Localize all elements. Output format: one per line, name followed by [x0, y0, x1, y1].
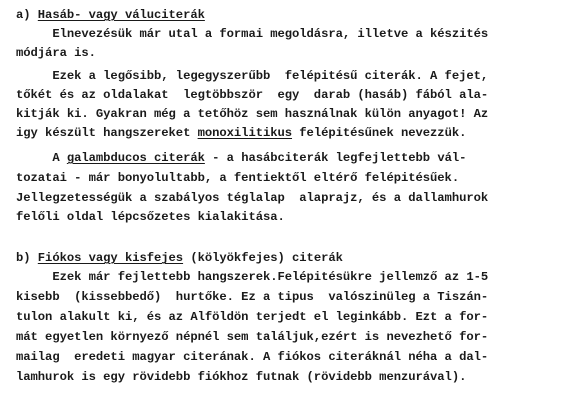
paragraph-line: tulon alakult ki, és az Alföldön terjedt el leginkább. Ezt a for- — [16, 310, 489, 324]
underlined-term: monoxilitikus — [197, 126, 293, 140]
text-run: igy készült hangszereket — [16, 126, 198, 140]
paragraph-line — [16, 149, 466, 167]
section-a-marker: a) — [16, 8, 38, 22]
paragraph-line — [16, 124, 466, 142]
paragraph-line: mát egyetlen környező népnél sem találjuk,ezért is nevezhető for- — [16, 330, 489, 344]
text-run: - a hasábciterák legfejlettebb vál- — [204, 151, 467, 165]
section-b-marker: b) — [16, 251, 38, 265]
paragraph-line: kisebb (kissebbedő) hurtőke. Ez a tipus valószinüleg a Tiszán- — [16, 290, 489, 304]
underlined-term: galambducos citerák — [66, 151, 205, 165]
paragraph-line: kitják ki. Gyakran még a tetőhöz sem használnak külön anyagot! Az — [16, 107, 489, 121]
paragraph-line: Elnevezésük már utal a formai megoldásra, illetve a készités — [16, 27, 489, 41]
paragraph-line: felőli oldal lépcsőzetes kialakitása. — [16, 210, 285, 224]
section-a-heading-line — [16, 6, 205, 24]
paragraph-line: tozatai - már bonyolultabb, a fentiektől eltérő felépitésűek. — [16, 171, 460, 185]
section-a-heading: Hasáb- vagy váluciterák — [37, 8, 205, 22]
paragraph-line: lamhurok is egy rövidebb fiókhoz futnak (rövidebb menzurával). — [16, 370, 467, 384]
section-b-heading-line — [16, 249, 343, 267]
paragraph-line: Ezek a legősibb, legegyszerűbb felépitésű citerák. A fejet, — [16, 69, 489, 83]
section-b-heading-rest: (kölyökfejes) citerák — [183, 251, 343, 265]
paragraph-line: mailag eredeti magyar citerának. A fiókos citeráknál néha a dal- — [16, 350, 489, 364]
section-b-heading: Fiókos vagy kisfejes — [37, 251, 184, 265]
text-run: felépitésűnek nevezzük. — [292, 126, 467, 140]
paragraph-line: Ezek már fejlettebb hangszerek.Felépitésükre jellemző az 1-5 — [16, 270, 489, 284]
paragraph-line: Jellegzetességük a szabályos téglalap alaprajz, és a dallamhurok — [16, 191, 489, 205]
text-run: A — [16, 151, 67, 165]
paragraph-line: tőkét és az oldalakat legtöbbször egy darab (hasáb) fából ala- — [16, 88, 489, 102]
paragraph-line: módjára is. — [16, 46, 96, 60]
